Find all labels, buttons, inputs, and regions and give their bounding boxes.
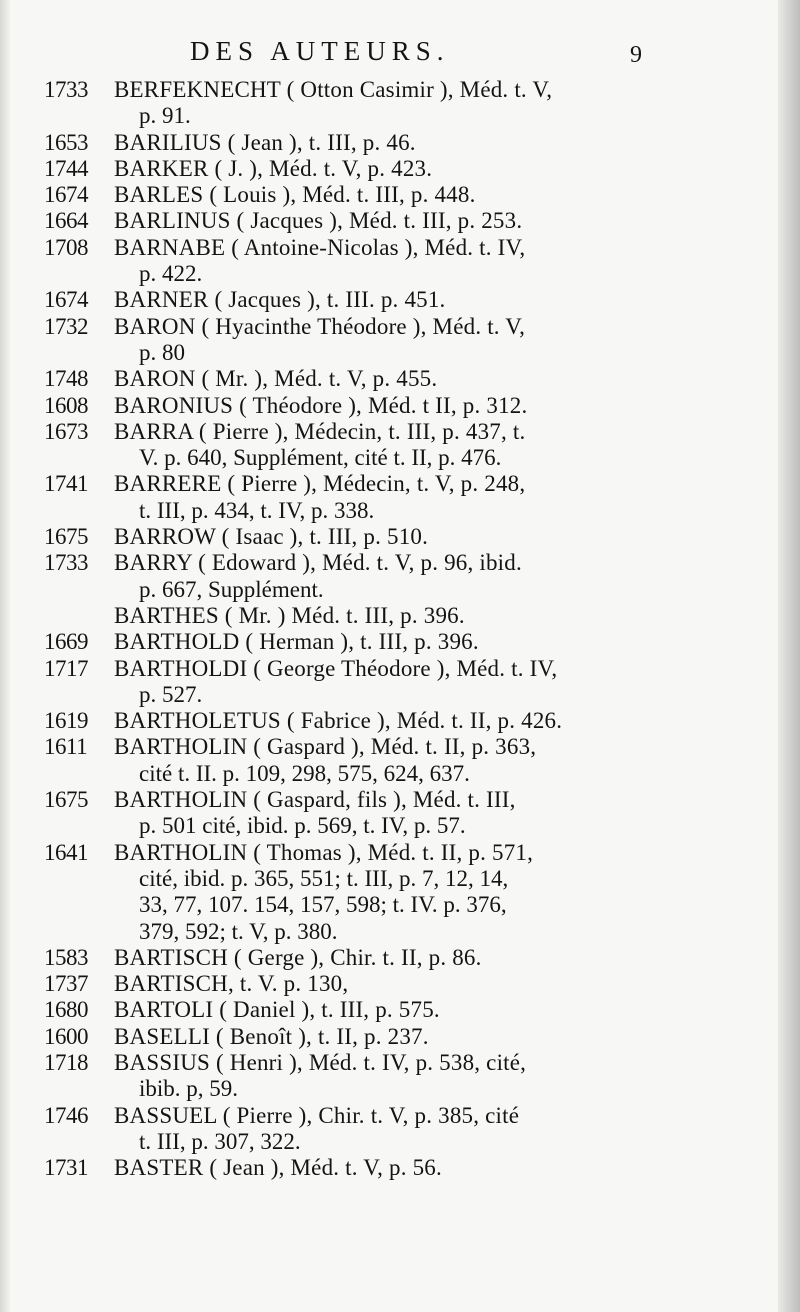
entry-text: BARLINUS ( Jacques ), Méd. t. III, p. 253.	[114, 208, 523, 234]
entry-year: 1737	[44, 971, 88, 997]
entry-year: 1583	[44, 944, 88, 970]
entry-year: 1746	[44, 1102, 88, 1128]
entry-text: BASTER ( Jean ), Méd. t. V, p. 56.	[114, 1155, 442, 1181]
index-entry	[44, 629, 664, 655]
entry-text: BARRERE ( Pierre ), Médecin, t. V, p. 248,	[114, 471, 526, 497]
index-entry	[44, 734, 664, 787]
index-entry	[44, 787, 664, 840]
entry-year: 1608	[44, 392, 88, 418]
entry-first-line	[44, 629, 664, 655]
entry-continuation-line: V. p. 640, Supplément, cité t. II, p. 476.	[139, 445, 502, 471]
entry-text: BARROW ( Isaac ), t. III, p. 510.	[114, 524, 429, 550]
index-entry	[44, 130, 664, 156]
entry-first-line	[44, 471, 664, 497]
entry-text: BARTISCH, t. V. p. 130,	[114, 971, 349, 997]
entry-text: BASELLI ( Benoît ), t. II, p. 237.	[114, 1023, 429, 1049]
entry-first-line	[44, 524, 664, 550]
entry-first-line	[44, 156, 664, 182]
entry-continuation-line: p. 91.	[139, 103, 191, 129]
entry-first-line	[44, 182, 664, 208]
entry-year: 1653	[44, 129, 88, 155]
index-entry	[44, 708, 664, 734]
index-entry	[44, 550, 664, 603]
entry-first-line	[44, 287, 664, 313]
page-number: 9	[630, 42, 642, 68]
entry-first-line	[44, 787, 664, 813]
entry-first-line	[44, 603, 664, 629]
entry-year: 1674	[44, 287, 88, 313]
entry-year: 1673	[44, 418, 88, 444]
entry-first-line	[44, 1103, 664, 1129]
index-entry	[44, 393, 664, 419]
entry-text: BARONIUS ( Théodore ), Méd. t II, p. 312.	[114, 392, 528, 418]
entry-first-line	[44, 708, 664, 734]
entry-first-line	[44, 235, 664, 261]
entry-first-line	[44, 419, 664, 445]
entry-year: 1669	[44, 629, 88, 655]
entry-text: BARTHOLDI ( George Théodore ), Méd. t. IV,	[114, 655, 558, 681]
entry-first-line	[44, 734, 664, 760]
entry-year: 1717	[44, 655, 88, 681]
entry-text: BARNER ( Jacques ), t. III. p. 451.	[114, 287, 446, 313]
entry-year: 1718	[44, 1049, 88, 1075]
index-entry	[44, 314, 664, 367]
index-entry	[44, 656, 664, 709]
index-entry	[44, 971, 664, 997]
entry-continuation-line: p. 527.	[139, 681, 203, 707]
entry-year: 1675	[44, 787, 88, 813]
index-entry	[44, 471, 664, 524]
entry-text: BARTHOLD ( Herman ), t. III, p. 396.	[114, 629, 479, 655]
index-entry	[44, 235, 664, 288]
index-entry	[44, 156, 664, 182]
entry-continuation-line: t. III, p. 434, t. IV, p. 338.	[139, 497, 375, 523]
entry-first-line	[44, 840, 664, 866]
entry-year: 1674	[44, 182, 88, 208]
entry-first-line	[44, 656, 664, 682]
entry-continuation-line: ibib. p, 59.	[139, 1076, 239, 1102]
entry-text: BARTHOLIN ( Gaspard ), Méd. t. II, p. 363,	[114, 734, 537, 760]
entry-text: BARTOLI ( Daniel ), t. III, p. 575.	[114, 997, 440, 1023]
index-entry	[44, 1155, 664, 1181]
entry-continuation-line: cité t. II. p. 109, 298, 575, 624, 637.	[139, 760, 470, 786]
entry-year: 1748	[44, 366, 88, 392]
entry-continuation-line: p. 667, Supplément.	[139, 576, 324, 602]
page-right-edge	[778, 0, 800, 1312]
index-entry	[44, 1050, 664, 1103]
entry-text: BARRY ( Edoward ), Méd. t. V, p. 96, ibid.	[114, 550, 522, 576]
entry-text: BARTISCH ( Gerge ), Chir. t. II, p. 86.	[114, 944, 482, 970]
entry-text: BARTHOLIN ( Thomas ), Méd. t. II, p. 571,	[114, 839, 534, 865]
entry-text: BARTHOLIN ( Gaspard, fils ), Méd. t. III,	[114, 787, 516, 813]
entry-year: 1733	[44, 77, 88, 102]
entry-text: BARTHOLETUS ( Fabrice ), Méd. t. II, p. 426.	[114, 708, 563, 734]
index-entry	[44, 524, 664, 550]
entry-year: 1619	[44, 708, 88, 734]
entry-continuation-line: t. III, p. 307, 322.	[139, 1128, 301, 1154]
entry-year: 1744	[44, 155, 88, 181]
index-entry	[44, 997, 664, 1023]
entry-continuation-line: 33, 77, 107. 154, 157, 598; t. IV. p. 376,	[139, 892, 507, 918]
entry-first-line	[44, 366, 664, 392]
entry-text: BARRA ( Pierre ), Médecin, t. III, p. 437, t.	[114, 418, 526, 444]
index-entry	[44, 287, 664, 313]
entry-text: BASSUEL ( Pierre ), Chir. t. V, p. 385, cité	[114, 1102, 520, 1128]
entry-continuation-line: cité, ibid. p. 365, 551; t. III, p. 7, 12, 14,	[139, 865, 509, 891]
entry-year: 1741	[44, 471, 88, 497]
entry-first-line	[44, 130, 664, 156]
entry-text: BARILIUS ( Jean ), t. III, p. 46.	[114, 129, 416, 155]
entry-year: 1664	[44, 208, 88, 234]
entry-text: BARON ( Mr. ), Méd. t. V, p. 455.	[114, 366, 438, 392]
running-title: DES AUTEURS.	[190, 36, 450, 66]
entry-continuation-line: p. 501 cité, ibid. p. 569, t. IV, p. 57.	[139, 813, 466, 839]
entry-first-line	[44, 314, 664, 340]
index-entry	[44, 77, 664, 130]
entry-year: 1733	[44, 550, 88, 576]
entry-year: 1611	[44, 734, 88, 760]
entry-text: BARTHES ( Mr. ) Méd. t. III, p. 396.	[114, 602, 465, 628]
entry-first-line	[44, 77, 664, 103]
index-entry	[44, 366, 664, 392]
index-entry	[44, 840, 664, 945]
index-entry	[44, 419, 664, 472]
entry-year: 1675	[44, 524, 88, 550]
entry-first-line	[44, 1050, 664, 1076]
page-header	[0, 36, 800, 76]
index-entry	[44, 182, 664, 208]
entry-text: BARON ( Hyacinthe Théodore ), Méd. t. V,	[114, 313, 526, 339]
page-left-edge	[0, 0, 10, 1312]
index-entry	[44, 603, 664, 629]
author-index-list	[44, 77, 664, 1181]
index-entry	[44, 1103, 664, 1156]
entry-continuation-line: p. 422.	[139, 261, 203, 287]
index-entry	[44, 945, 664, 971]
index-entry	[44, 208, 664, 234]
entry-first-line	[44, 550, 664, 576]
entry-year: 1600	[44, 1023, 88, 1049]
entry-continuation-line: 379, 592; t. V, p. 380.	[139, 918, 338, 944]
entry-text: BARNABE ( Antoine-Nicolas ), Méd. t. IV,	[114, 234, 526, 260]
entry-first-line	[44, 945, 664, 971]
entry-first-line	[44, 1024, 664, 1050]
entry-year: 1731	[44, 1155, 88, 1181]
entry-text: BARKER ( J. ), Méd. t. V, p. 423.	[114, 155, 433, 181]
entry-continuation-line: p. 80	[139, 339, 185, 365]
entry-first-line	[44, 393, 664, 419]
entry-year: 1641	[44, 839, 88, 865]
entry-text: BASSIUS ( Henri ), Méd. t. IV, p. 538, cité,	[114, 1049, 527, 1075]
entry-first-line	[44, 1155, 664, 1181]
entry-year: 1732	[44, 313, 88, 339]
entry-first-line	[44, 997, 664, 1023]
entry-first-line	[44, 971, 664, 997]
entry-first-line	[44, 208, 664, 234]
entry-text: BERFEKNECHT ( Otton Casimir ), Méd. t. V,	[114, 77, 553, 102]
index-entry	[44, 1024, 664, 1050]
entry-year: 1680	[44, 997, 88, 1023]
entry-text: BARLES ( Louis ), Méd. t. III, p. 448.	[114, 182, 476, 208]
entry-year: 1708	[44, 234, 88, 260]
